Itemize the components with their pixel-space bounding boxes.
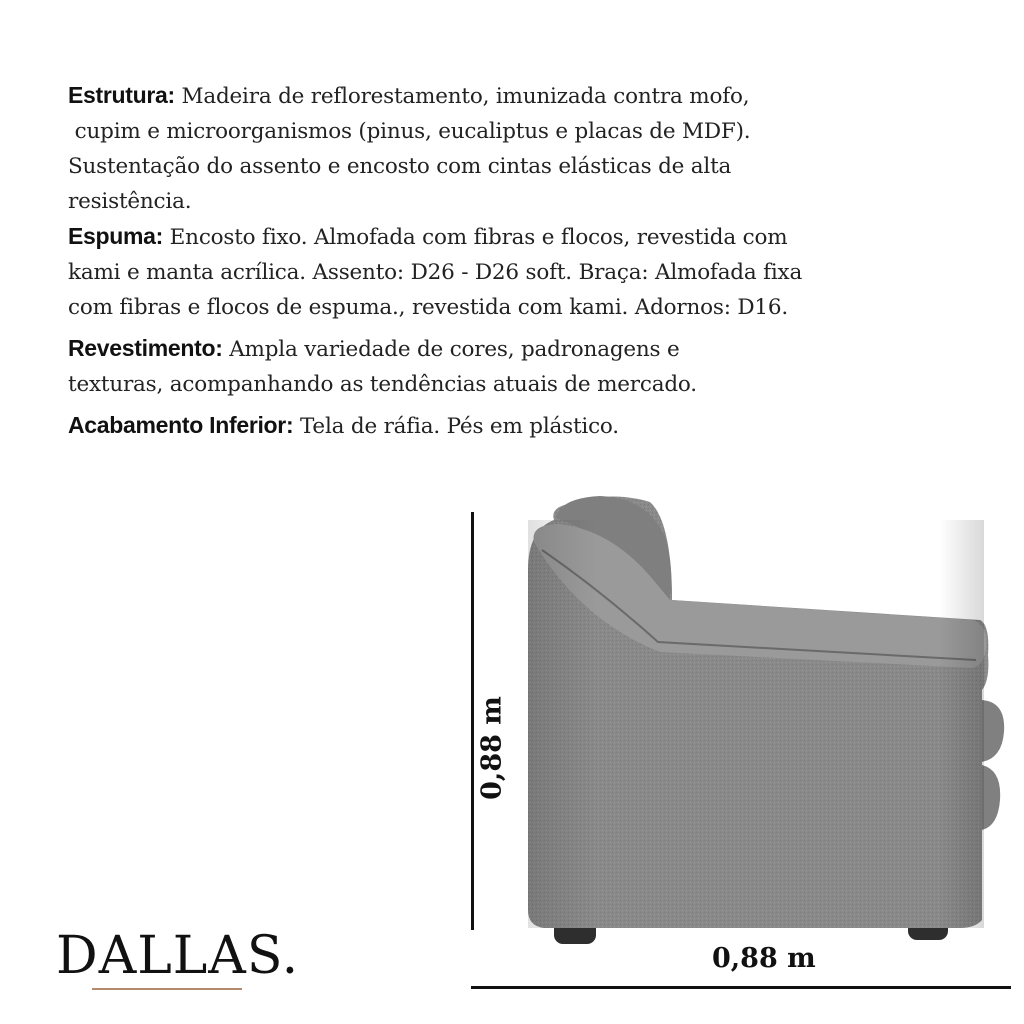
sofa-shading <box>528 520 984 928</box>
height-dimension-line <box>471 512 474 930</box>
brand-name: DALLAS. <box>56 926 300 986</box>
brand-underline <box>92 988 242 990</box>
spec-estrutura <box>68 78 868 219</box>
sofa-seat-bolster <box>982 700 1004 830</box>
spec-text: Ampla variedade de cores, padronagens e texturas, acompanhando as tendências atuais de mercado. <box>68 337 697 397</box>
spec-text: Encosto fixo. Almofada com fibras e flocos, revestida com kami e manta acrílica. Assento: D26 - D26 soft. Braça: Almofada fixa com fibras e flocos de espuma., revestida com kami. Adornos: D16. <box>68 225 803 320</box>
spec-label: Revestimento: <box>68 335 223 361</box>
spec-revestimento <box>68 331 868 402</box>
spec-text: Tela de ráfia. Pés em plástico. <box>293 414 619 439</box>
sofa-side-view-image <box>520 480 1024 960</box>
spec-acabamento-inferior <box>68 408 868 444</box>
spec-text: Madeira de reflorestamento, imunizada contra mofo, cupim e microorganismos (pinus, eucaliptus e placas de MDF). Sustentação do assento e encosto com cintas elásticas de alta resistência. <box>68 84 751 214</box>
spec-label: Acabamento Inferior: <box>68 412 294 438</box>
width-dimension-line <box>471 986 1011 989</box>
spec-label: Espuma: <box>68 223 164 249</box>
height-dimension-label: 0,88 m <box>476 696 508 800</box>
specifications <box>68 78 868 444</box>
spec-label: Estrutura: <box>68 82 175 108</box>
width-dimension-label: 0,88 m <box>712 943 816 974</box>
spec-espuma <box>68 219 868 325</box>
